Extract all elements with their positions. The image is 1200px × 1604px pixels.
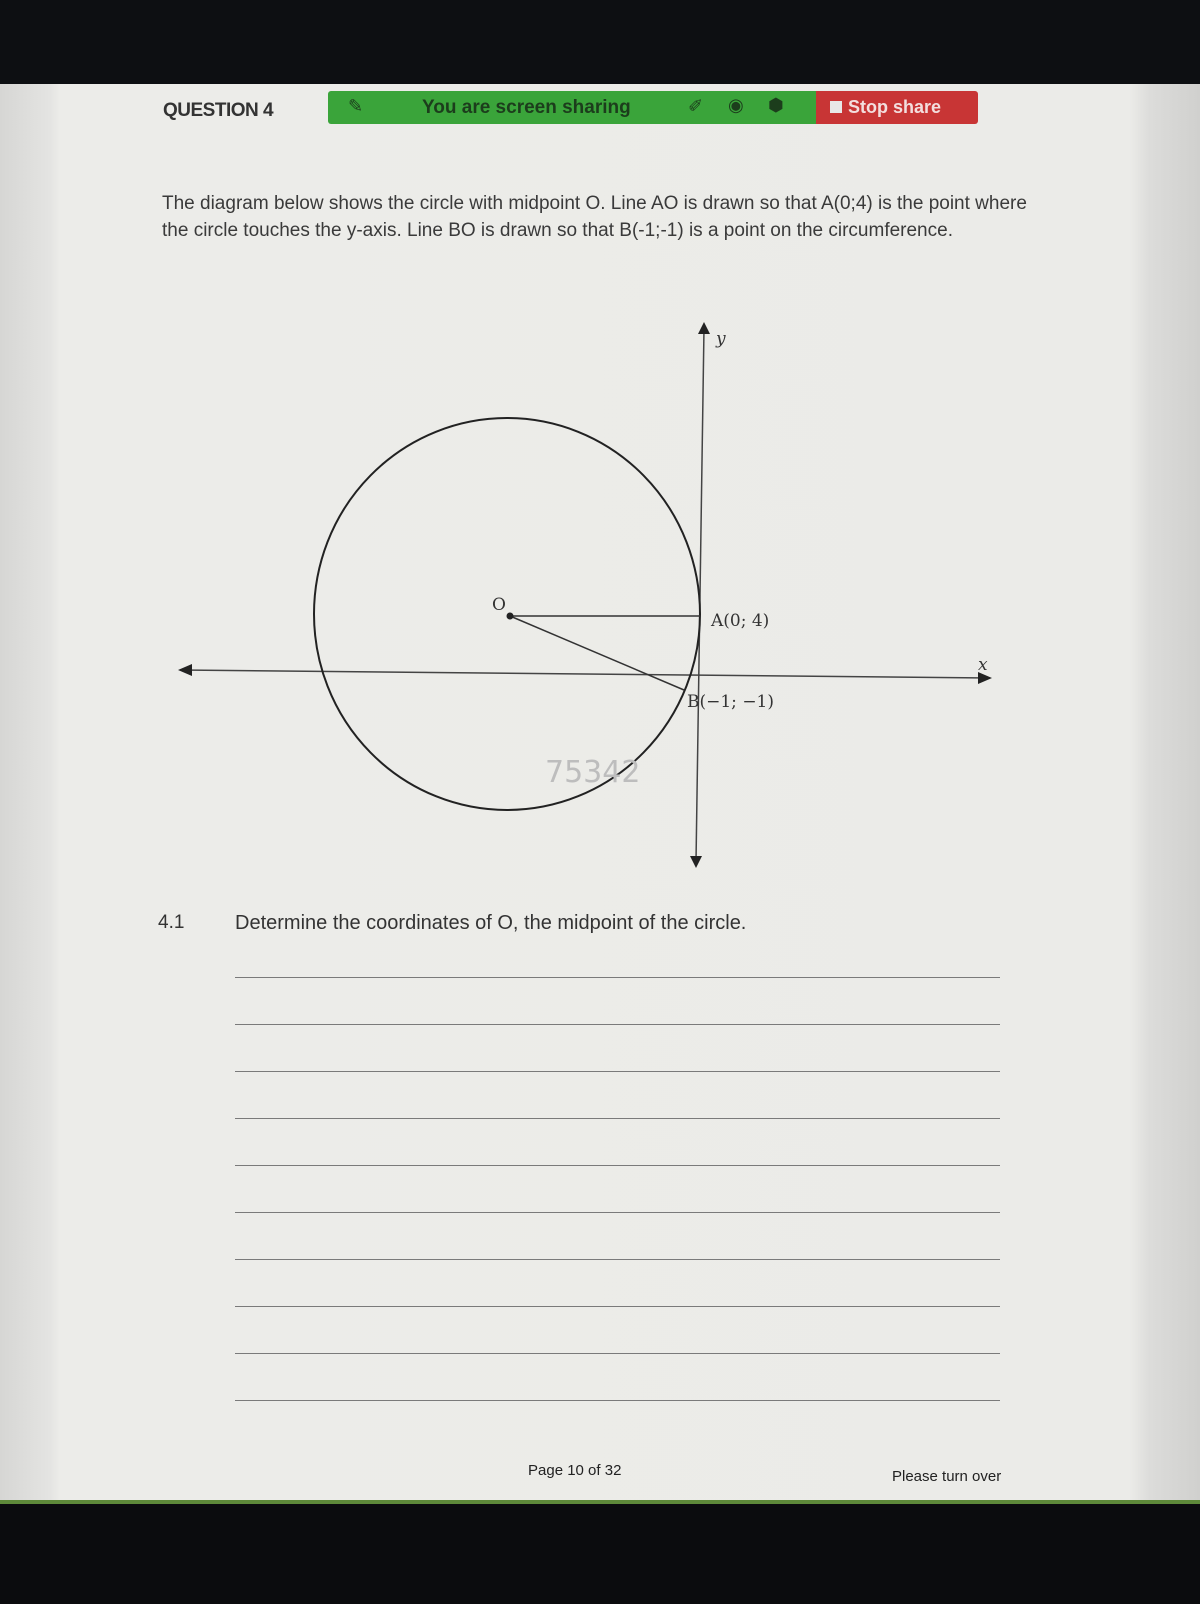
answer-line[interactable] [235, 1353, 1000, 1354]
answer-line[interactable] [235, 1400, 1000, 1401]
question-text: Determine the coordinates of O, the midpoint of the circle. [235, 912, 747, 934]
label-b: B(−1; −1) [687, 692, 775, 712]
answer-line[interactable] [235, 1118, 1000, 1119]
answer-line[interactable] [235, 977, 1000, 978]
answer-line[interactable] [235, 1024, 1000, 1025]
question-number: 4.1 [158, 912, 185, 933]
label-a: A(0; 4) [711, 611, 770, 631]
line-bo [510, 616, 684, 690]
stop-share-label: Stop share [848, 97, 942, 117]
page-number: Page 10 of 32 [528, 1462, 622, 1479]
question-title: QUESTION 4 [163, 100, 274, 121]
pin-icon[interactable]: ✎ [348, 96, 364, 116]
label-o: O [492, 595, 506, 615]
x-axis-left-arrow [178, 664, 192, 676]
answer-line[interactable] [235, 1071, 1000, 1072]
answer-line[interactable] [235, 1259, 1000, 1260]
screen-bezel-bottom [0, 1500, 1200, 1604]
label-y: y [716, 329, 726, 349]
y-axis-up-arrow [698, 322, 710, 334]
watermark: 75342 [545, 755, 641, 790]
circle [314, 418, 700, 810]
shield-icon[interactable]: ⬢ [768, 95, 784, 115]
annotate-icon[interactable]: ✐ [688, 96, 704, 116]
x-axis [180, 670, 990, 678]
answer-line[interactable] [235, 1212, 1000, 1213]
share-status-text: You are screen sharing [422, 97, 631, 118]
point-o [507, 613, 514, 620]
record-icon[interactable]: ◉ [728, 95, 744, 115]
label-x: x [978, 655, 988, 675]
turn-over-note: Please turn over [892, 1468, 1002, 1485]
answer-line[interactable] [235, 1306, 1000, 1307]
y-axis-down-arrow [690, 856, 702, 868]
question-intro: The diagram below shows the circle with midpoint O. Line AO is drawn so that A(0;4) is the point where the circle touches the y-axis. Line BO is drawn so that B(-1;-1) is a point on the circumference. [162, 193, 1027, 241]
answer-line[interactable] [235, 1165, 1000, 1166]
